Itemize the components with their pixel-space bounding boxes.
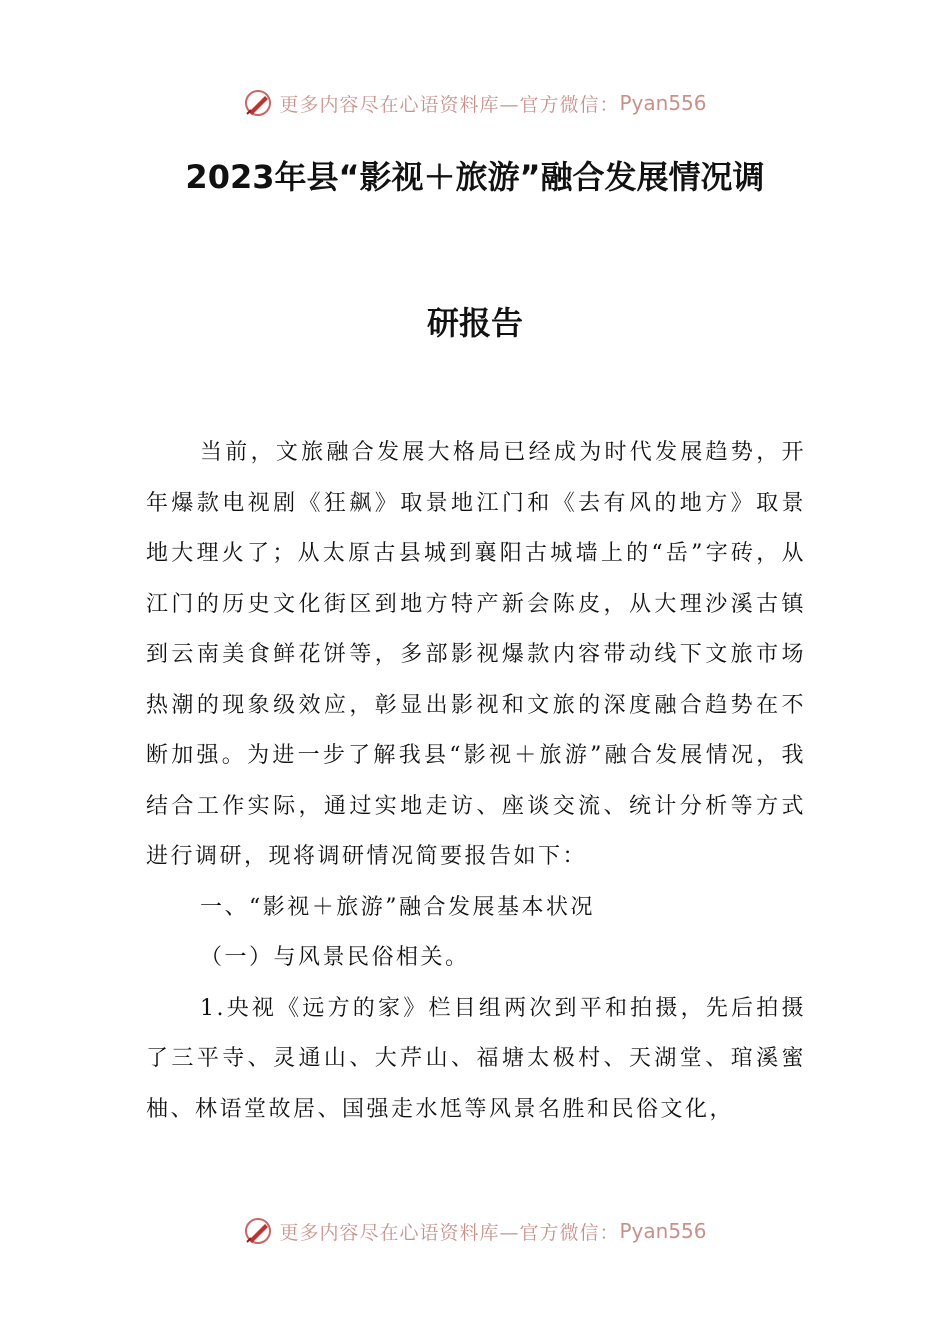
subsection-heading-1: （一）与风景民俗相关。 [200, 945, 470, 970]
pen-seal-icon [243, 88, 273, 118]
watermark-wechat: Pyan556 [619, 1219, 707, 1243]
watermark-wechat: Pyan556 [619, 91, 707, 115]
page-title-line2: 研报告 [426, 304, 523, 342]
document-body [146, 428, 806, 1135]
intro-paragraph: 当前，文旅融合发展大格局已经成为时代发展趋势，开年爆款电视剧《狂飙》取景地江门和《去有风的地方》取景地大理火了；从太原古县城到襄阳古城墙上的“岳”字砖，从江门的历史文化街区到地方特产新会陈皮，从大理沙溪古镇到云南美食鲜花饼等，多部影视爆款内容带动线下文旅市场热潮的现象级效应，彰显出影视和文旅的深度融合趋势在不断加强。为进一步了解我县“影视＋旅游”融合发展情况，我结合工作实际，通过实地走访、座谈交流、统计分析等方式进行调研，现将调研情况简要报告如下： [146, 440, 806, 869]
pen-seal-icon [243, 1216, 273, 1246]
watermark-text: 更多内容尽在心语资料库—官方微信： [279, 1221, 620, 1244]
watermark-text: 更多内容尽在心语资料库—官方微信： [279, 93, 620, 116]
section-heading-1: 一、“影视＋旅游”融合发展基本状况 [200, 894, 595, 920]
watermark-bottom [0, 1216, 950, 1246]
page-title-line1: 2023年县“影视＋旅游”融合发展情况调 [185, 158, 765, 196]
item-paragraph-1: 1.央视《远方的家》栏目组两次到平和拍摄，先后拍摄了三平寺、灵通山、大芹山、福塘太极村、天湖堂、琯溪蜜柚、林语堂故居、国强走水尪等风景名胜和民俗文化， [146, 995, 806, 1122]
watermark-top [0, 88, 950, 118]
